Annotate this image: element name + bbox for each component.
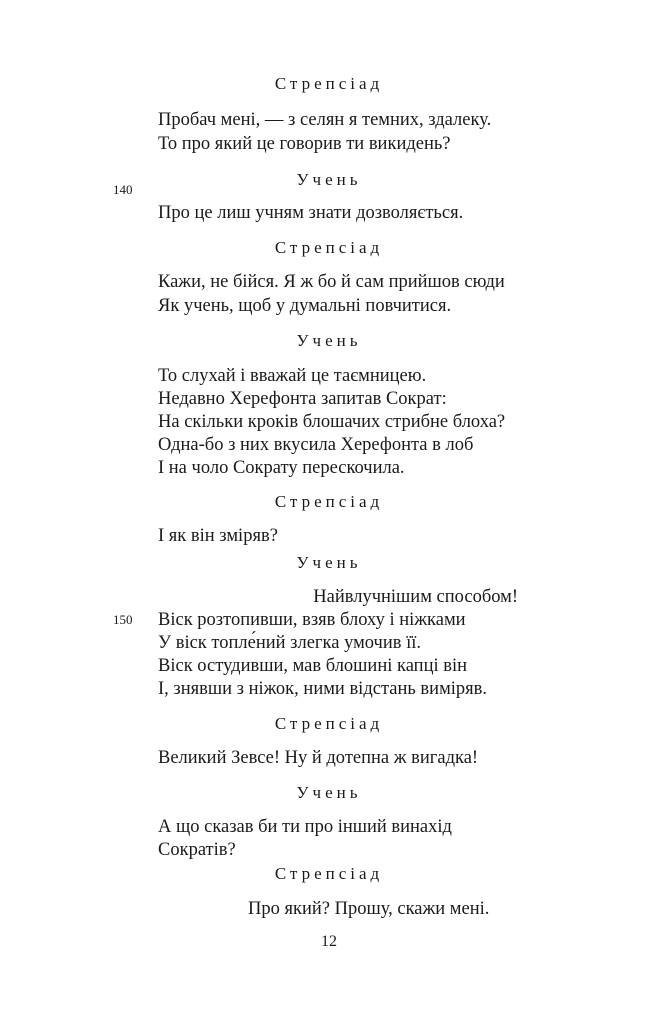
speaker-student: Учень [296,783,362,802]
verse-line: Пробач мені, — з селян я темних, здалеку. [158,110,492,130]
verse-line: Недавно Херефонта запитав Сократ: [158,389,447,409]
speaker-strepsiad: Стрепсіад [274,714,384,733]
speaker-strepsiad: Стрепсіад [274,238,384,257]
verse-line: То слухай і вважай це таємницею. [158,366,427,386]
verse-line: То про який це говорив ти викидень? [158,134,451,154]
speaker-student: Учень [296,331,362,350]
verse-line: У віск топле́ний злегка умочив її. [158,633,422,653]
verse-line: Про це лиш учням знати дозволяється. [158,203,464,223]
verse-line: Найвлучнішим способом! [313,587,518,607]
verse-line: А що сказав би ти про інший винахід [158,817,452,837]
verse-line: Віск остудивши, мав блошині капці він [158,656,468,676]
verse-line: І, знявши з ніжок, ними відстань виміряв. [158,679,488,699]
verse-line: Великий Зевсе! Ну й дотепна ж вигадка! [158,748,479,768]
verse-line: На скільки кроків блошачих стрибне блоха? [158,412,506,432]
page-number: 12 [321,933,337,950]
verse-line: Сократів? [158,840,236,860]
verse-line: Як учень, щоб у думальні повчитися. [158,296,452,316]
line-number-150: 150 [113,612,133,627]
verse-line: Одна-бо з них вкусила Херефонта в лоб [158,435,474,455]
speaker-student: Учень [296,553,362,572]
verse-line: І на чоло Сократу перескочила. [158,458,405,478]
speaker-student: Учень [296,170,362,189]
verse-line: І як він зміряв? [158,526,278,546]
verse-line: Віск розтопивши, взяв блоху і ніжками [158,610,466,630]
speaker-strepsiad: Стрепсіад [274,74,384,93]
line-number-140: 140 [113,182,133,197]
speaker-strepsiad: Стрепсіад [274,864,384,883]
verse-line: Кажи, не бійся. Я ж бо й сам прийшов сюди [158,272,505,292]
speaker-strepsiad: Стрепсіад [274,492,384,511]
verse-line: Про який? Прошу, скажи мені. [248,899,490,919]
